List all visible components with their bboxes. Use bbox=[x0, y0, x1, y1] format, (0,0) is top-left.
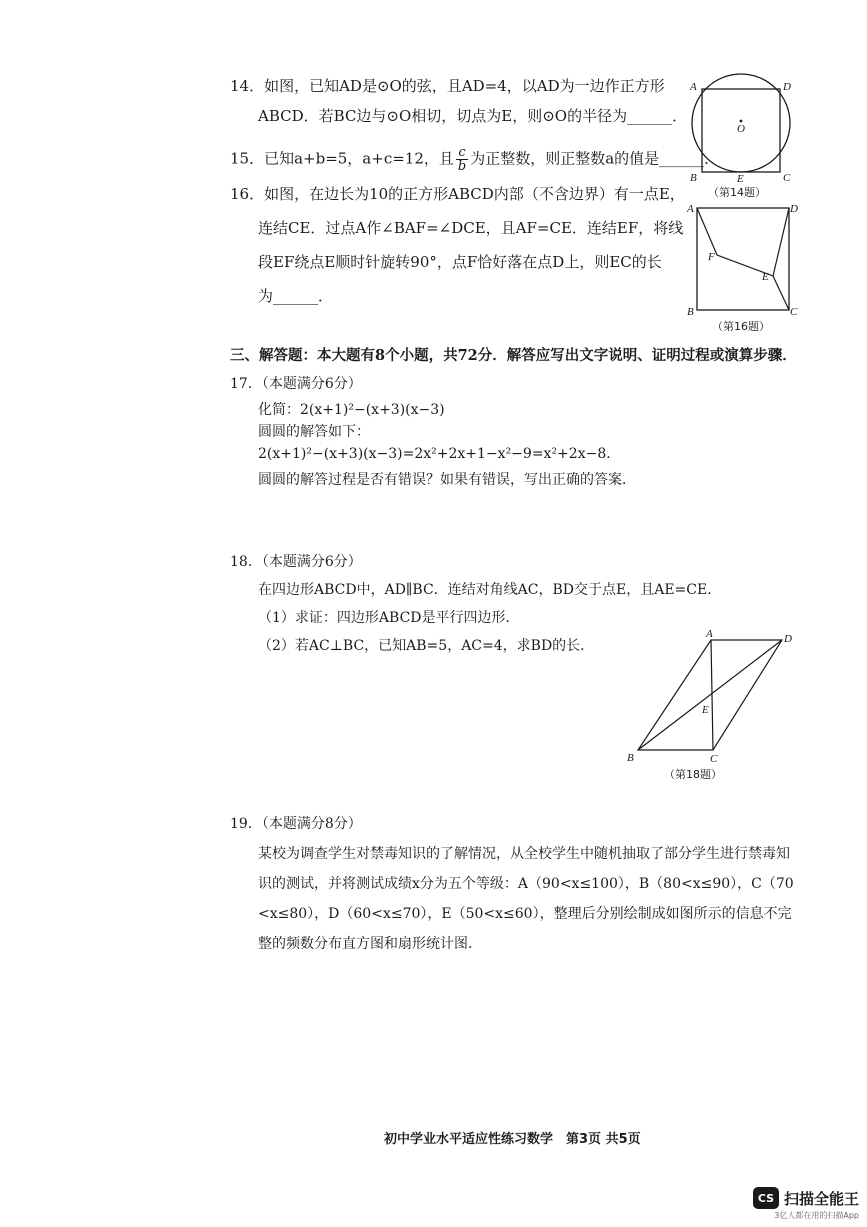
q18-label-c: C bbox=[710, 753, 718, 765]
q14-line1: 14．如图，已知AD是⊙O的弦，且AD=4，以AD为一边作正方形 bbox=[230, 77, 665, 95]
q15-line bbox=[230, 146, 719, 173]
q18-title: 18．（本题满分6分） bbox=[230, 554, 362, 570]
q14-label-c: C bbox=[783, 172, 791, 183]
q14-caption: （第14题） bbox=[708, 186, 766, 199]
q16-figure bbox=[686, 198, 798, 318]
q19-line2: 识的测试，并将测试成绩x分为五个等级：A（90<x≤100），B（80<x≤90），C（70 bbox=[258, 876, 794, 892]
q16-label-b: B bbox=[687, 306, 694, 318]
q17-line2: 圆圆的解答如下： bbox=[258, 424, 370, 440]
q16-label-f: F bbox=[708, 251, 715, 263]
q14-label-b: B bbox=[690, 172, 697, 183]
q18-label-d: D bbox=[784, 633, 792, 645]
section3-heading: 三、解答题：本大题有8个小题，共72分．解答应写出文字说明、证明过程或演算步骤． bbox=[230, 347, 797, 364]
q19-line4: 整的频数分布直方图和扇形统计图． bbox=[258, 936, 482, 952]
q19-line1: 某校为调查学生对禁毒知识的了解情况，从全校学生中随机抽取了部分学生进行禁毒知 bbox=[258, 846, 790, 862]
q16-line4: 为______． bbox=[258, 287, 334, 305]
q18-label-e: E bbox=[702, 704, 709, 716]
q14-label-d: D bbox=[783, 81, 791, 93]
q16-label-c: C bbox=[790, 306, 798, 318]
q18-line1: 在四边形ABCD中，AD∥BC．连结对角线AC，BD交于点E，且AE=CE． bbox=[258, 582, 722, 598]
q17-line3: 2(x+1)²−(x+3)(x−3)=2x²+2x+1−x²−9=x²+2x−8． bbox=[258, 446, 621, 462]
q16-label-e: E bbox=[762, 271, 769, 283]
scanner-brand-name: 扫描全能王 bbox=[783, 1189, 859, 1208]
q17-line4: 圆圆的解答过程是否有错误？如果有错误，写出正确的答案． bbox=[258, 472, 636, 488]
q17-line1: 化简：2(x+1)²−(x+3)(x−3) bbox=[258, 402, 445, 418]
q15-fraction-num: c bbox=[456, 146, 468, 160]
q18-caption: （第18题） bbox=[664, 768, 722, 781]
q16-line1: 16．如图，在边长为10的正方形ABCD内部（不含边界）有一点E， bbox=[230, 185, 685, 203]
page-footer: 初中学业水平适应性练习数学 第3页 共5页 bbox=[384, 1132, 641, 1147]
q17-title: 17．（本题满分6分） bbox=[230, 376, 362, 392]
q18-label-a: A bbox=[706, 628, 713, 640]
scanner-brand-tagline: 3亿人都在用的扫描App bbox=[774, 1211, 859, 1220]
q16-line2: 连结CE．过点A作∠BAF=∠DCE，且AF=CE．连结EF，将线 bbox=[258, 219, 684, 237]
q14-line2: ABCD．若BC边与⊙O相切，切点为E，则⊙O的半径为______． bbox=[258, 107, 688, 125]
q14-label-e: E bbox=[737, 173, 744, 183]
scanner-watermark bbox=[753, 1187, 859, 1221]
q15-text-before: 15．已知a+b=5，a+c=12，且 bbox=[230, 149, 454, 168]
q16-label-d: D bbox=[790, 203, 798, 215]
q15-text-after: 为正整数，则正整数a的值是______． bbox=[470, 149, 720, 168]
q15-fraction bbox=[456, 146, 468, 173]
q16-caption: （第16题） bbox=[712, 320, 770, 333]
q19-title: 19．（本题满分8分） bbox=[230, 816, 362, 832]
q19-line3: <x≤80），D（60<x≤70），E（50<x≤60），整理后分别绘制成如图所示的信息不完 bbox=[258, 906, 792, 922]
q16-label-a: A bbox=[687, 203, 694, 215]
q14-label-o: O bbox=[737, 123, 745, 135]
q16-line3: 段EF绕点E顺时针旋转90°，点F恰好落在点D上，则EC的长 bbox=[258, 253, 662, 271]
q18-part1: （1）求证：四边形ABCD是平行四边形． bbox=[258, 610, 520, 626]
cs-logo-icon: CS bbox=[753, 1187, 779, 1209]
q18-part2: （2）若AC⊥BC，已知AB=5，AC=4，求BD的长． bbox=[258, 638, 595, 654]
q18-figure bbox=[620, 628, 800, 766]
q15-fraction-den: b bbox=[457, 159, 467, 174]
q18-label-b: B bbox=[627, 752, 634, 764]
q14-label-a: A bbox=[690, 81, 697, 93]
